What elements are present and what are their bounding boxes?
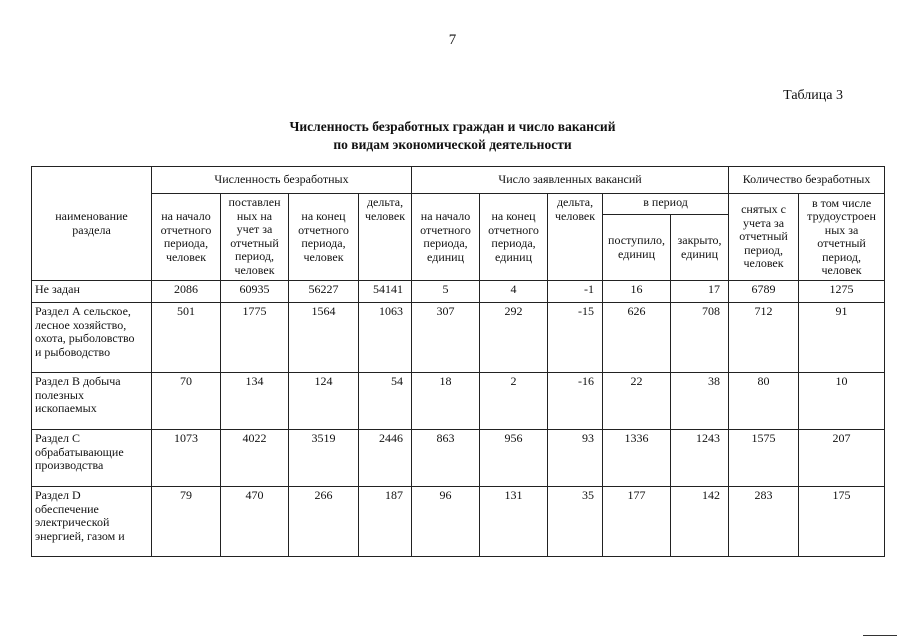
table-cell: 2086 (152, 281, 221, 303)
table-cell: 1575 (729, 430, 799, 487)
table-row (32, 303, 885, 373)
header-vac-start: на начало отчетного периода, единиц (412, 194, 480, 281)
table-cell: 175 (799, 487, 885, 557)
table-cell: 79 (152, 487, 221, 557)
row-name: Не задан (32, 281, 152, 303)
title-line-1: Численность безработных граждан и число вакансий (289, 119, 616, 134)
table-cell: 5 (412, 281, 480, 303)
table-cell: 187 (359, 487, 412, 557)
table-cell: 3519 (289, 430, 359, 487)
table-cell: -1 (548, 281, 603, 303)
table-row (32, 373, 885, 430)
header-removed: снятых с учета за отчетный период, человек (729, 194, 799, 281)
table-cell: 1073 (152, 430, 221, 487)
table-cell: 22 (603, 373, 671, 430)
table-row (32, 281, 885, 303)
table-cell: 35 (548, 487, 603, 557)
table-cell: 16 (603, 281, 671, 303)
table-cell: 93 (548, 430, 603, 487)
table-cell: 54141 (359, 281, 412, 303)
table-cell: 207 (799, 430, 885, 487)
header-received: поступило, единиц (603, 215, 671, 281)
table-cell: 38 (671, 373, 729, 430)
table-cell: 2 (480, 373, 548, 430)
table-cell: 470 (221, 487, 289, 557)
table-cell: 70 (152, 373, 221, 430)
header-registered: поставлен ных на учет за отчетный период, человек (221, 194, 289, 281)
table-cell: -16 (548, 373, 603, 430)
table-cell: 18 (412, 373, 480, 430)
table-cell: 4 (480, 281, 548, 303)
row-name: Раздел С обрабатывающие производства (32, 430, 152, 487)
header-employed: в том числе трудоустроен ных за отчетный период, человек (799, 194, 885, 281)
table-cell: 4022 (221, 430, 289, 487)
table-cell: 1275 (799, 281, 885, 303)
header-vac-delta: дельта, человек (548, 194, 603, 281)
header-end: на конец отчетного периода, человек (289, 194, 359, 281)
table-cell: 863 (412, 430, 480, 487)
table-cell: 1564 (289, 303, 359, 373)
table-cell: 1775 (221, 303, 289, 373)
table-cell: 80 (729, 373, 799, 430)
table-row (32, 430, 885, 487)
row-name: Раздел В добыча полезных ископаемых (32, 373, 152, 430)
header-vac-end: на конец отчетного периода, единиц (480, 194, 548, 281)
table-cell: 1063 (359, 303, 412, 373)
header-closed: закрыто, единиц (671, 215, 729, 281)
header-start: на начало отчетного периода, человек (152, 194, 221, 281)
page-number: 7 (448, 32, 457, 48)
table-title (0, 118, 905, 154)
table-cell: 1243 (671, 430, 729, 487)
header-name: наименование раздела (32, 167, 152, 281)
table-cell: 266 (289, 487, 359, 557)
table-cell: 501 (152, 303, 221, 373)
table-cell: 956 (480, 430, 548, 487)
header-row-2 (32, 194, 885, 215)
table-body (32, 281, 885, 557)
table-caption: Таблица 3 (783, 88, 843, 103)
table-cell: 124 (289, 373, 359, 430)
table-cell: 292 (480, 303, 548, 373)
table-cell: 60935 (221, 281, 289, 303)
title-line-2: по видам экономической деятельности (333, 137, 572, 152)
table-cell: 131 (480, 487, 548, 557)
table-cell: 91 (799, 303, 885, 373)
table-cell: 712 (729, 303, 799, 373)
header-delta: дельта, человек (359, 194, 412, 281)
header-row-1 (32, 167, 885, 194)
header-period: в период (603, 194, 729, 215)
table-cell: 177 (603, 487, 671, 557)
row-name: Раздел D обеспечение электрической энергией, газом и (32, 487, 152, 557)
table-cell: 626 (603, 303, 671, 373)
header-group-unemployed: Численность безработных (152, 167, 412, 194)
table-cell: 96 (412, 487, 480, 557)
header-group-count: Количество безработных (729, 167, 885, 194)
table-cell: 2446 (359, 430, 412, 487)
row-name: Раздел А сельское, лесное хозяйство, охота, рыболовство и рыбоводство (32, 303, 152, 373)
table-cell: 6789 (729, 281, 799, 303)
table-cell: 142 (671, 487, 729, 557)
table-cell: 10 (799, 373, 885, 430)
table-cell: 307 (412, 303, 480, 373)
table-cell: 283 (729, 487, 799, 557)
header-group-vacancies: Число заявленных вакансий (412, 167, 729, 194)
table-cell: 708 (671, 303, 729, 373)
table-row (32, 487, 885, 557)
table-cell: -15 (548, 303, 603, 373)
table-cell: 134 (221, 373, 289, 430)
page-edge-mark (863, 635, 897, 636)
table-cell: 54 (359, 373, 412, 430)
table-cell: 56227 (289, 281, 359, 303)
table-cell: 1336 (603, 430, 671, 487)
unemployment-table (31, 166, 885, 557)
table-cell: 17 (671, 281, 729, 303)
